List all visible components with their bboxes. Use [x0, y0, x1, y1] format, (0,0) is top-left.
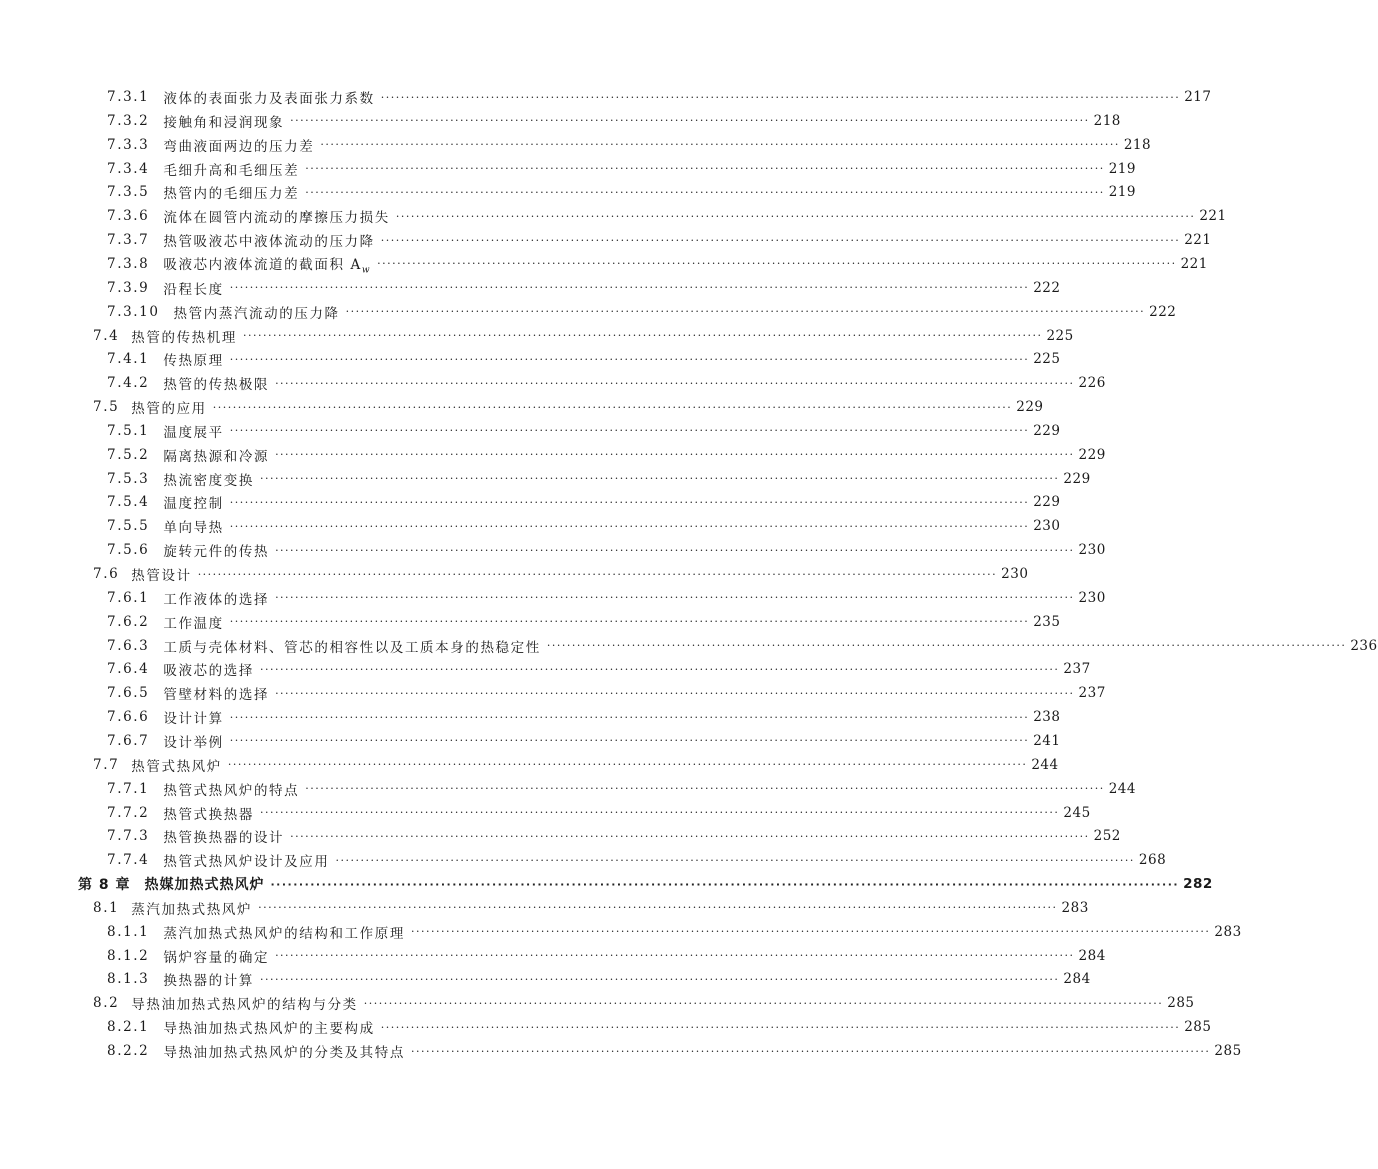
- toc-entry: [107, 706, 1061, 728]
- toc-entry-title: 热媒加热式热风炉: [144, 877, 265, 894]
- toc-entry-number: 7.5.5: [107, 518, 150, 535]
- toc-leader-dots: ································································································································································: [242, 329, 1043, 342]
- toc-entry: [107, 420, 1061, 442]
- toc-entry-page-number: 230: [1033, 518, 1061, 535]
- toc-entry-number: 8.2: [93, 995, 120, 1012]
- toc-entry-title: 吸液芯的选择: [163, 663, 254, 680]
- toc-entry-page-number: 225: [1046, 327, 1074, 344]
- toc-leader-dots: ································································································································································: [270, 877, 1180, 891]
- toc-entry: [107, 945, 1106, 967]
- toc-entry-page-number: 218: [1123, 136, 1152, 153]
- toc-entry: [93, 897, 1089, 919]
- toc-entry: [107, 968, 1091, 990]
- toc-entry-title: 液体的表面张力及表面张力系数: [163, 91, 375, 107]
- toc-entry-number: 8.1.2: [107, 947, 150, 964]
- toc-entry-title: 传热原理: [163, 353, 224, 370]
- toc-entry-number: 7.6.3: [107, 637, 150, 654]
- toc-chapter: [78, 873, 1213, 895]
- toc-entry-number: 7.3.9: [107, 279, 150, 296]
- toc-entry-number: 7.6.7: [107, 732, 150, 749]
- toc-entry-page-number: 268: [1138, 852, 1167, 869]
- toc-entry-number: 7.7: [93, 756, 120, 773]
- toc-entry-number: 7.3.5: [107, 184, 150, 201]
- toc-leader-dots: ································································································································································: [320, 138, 1120, 152]
- toc-entry-page-number: 221: [1199, 208, 1227, 225]
- toc-entry-page-number: 219: [1108, 184, 1136, 201]
- toc-entry-number: 7.5.4: [107, 494, 150, 511]
- toc-entry: [107, 1040, 1242, 1062]
- toc-entry: [107, 921, 1242, 943]
- toc-entry-title: 换热器的计算: [163, 973, 254, 990]
- toc-entry-title: 弯曲液面两边的压力差: [163, 138, 315, 155]
- toc-leader-dots: ································································································································································: [229, 495, 1030, 509]
- toc-entry-title: 工作温度: [163, 615, 224, 632]
- toc-leader-dots: ································································································································································: [259, 662, 1060, 676]
- toc-leader-dots: ································································································································································: [305, 185, 1105, 199]
- toc-entry-page-number: 217: [1184, 89, 1212, 105]
- toc-entry: [107, 301, 1177, 323]
- toc-leader-dots: ································································································································································: [229, 615, 1030, 629]
- toc-leader-dots: ································································································································································: [335, 853, 1135, 867]
- toc-entry-title: 蒸汽加热式热风炉: [131, 901, 253, 918]
- toc-leader-dots: ································································································································································: [345, 305, 1146, 319]
- toc-entry-page-number: 222: [1033, 279, 1061, 296]
- toc-leader-dots: ································································································································································: [305, 782, 1105, 796]
- toc-entry-number: 7.6.5: [107, 685, 150, 702]
- toc-entry-title: 热管式换热器: [163, 806, 254, 823]
- toc-leader-dots: ································································································································································: [275, 686, 1075, 700]
- toc-entry-number: 7.4.1: [107, 351, 150, 368]
- toc-entry-number: 7.5.1: [107, 422, 150, 439]
- toc-entry-number: 8.2.2: [107, 1043, 150, 1059]
- toc-entry-number: 7.7.3: [107, 828, 150, 845]
- toc-entry: [93, 754, 1059, 776]
- toc-entry-page-number: 284: [1063, 971, 1091, 988]
- toc-leader-dots: ································································································································································: [275, 376, 1075, 390]
- toc-entry: [107, 491, 1061, 513]
- toc-entry-title: 导热油加热式热风炉的结构与分类: [131, 997, 358, 1014]
- toc-entry-page-number: 237: [1078, 685, 1106, 702]
- toc-entry-title: 流体在圆管内流动的摩擦压力损失: [163, 210, 390, 227]
- toc-leader-dots: ································································································································································: [275, 543, 1075, 557]
- toc-entry-title: 热管的传热机理: [131, 329, 237, 346]
- toc-entry: [107, 372, 1106, 394]
- toc-entry: [107, 1016, 1212, 1038]
- toc-entry: [107, 611, 1061, 633]
- toc-entry-title: 管壁材料的选择: [163, 687, 270, 704]
- toc-leader-dots: ································································································································································: [380, 1020, 1181, 1034]
- toc-entry-title: 热流密度变换: [163, 472, 254, 489]
- toc-entry-number: 8.2.1: [107, 1019, 150, 1036]
- toc-entry-page-number: 285: [1214, 1043, 1242, 1059]
- toc-entry-page-number: 229: [1063, 470, 1091, 487]
- toc-leader-dots: ································································································································································: [395, 209, 1196, 223]
- toc-entry-title: 锅炉容量的确定: [163, 949, 270, 966]
- toc-entry-number: 7.5.3: [107, 470, 150, 487]
- toc-entry-page-number: 229: [1016, 399, 1044, 416]
- toc-leader-dots: ································································································································································: [229, 281, 1030, 295]
- toc-entry-page-number: 244: [1031, 756, 1059, 773]
- toc-entry-page-number: 222: [1149, 303, 1177, 320]
- toc-entry-title: 热管的传热极限: [163, 377, 270, 394]
- toc-entry-page-number: 230: [1078, 542, 1106, 559]
- toc-entry-page-number: 225: [1033, 351, 1061, 368]
- toc-leader-dots: ································································································································································: [275, 949, 1075, 963]
- toc-entry: [107, 110, 1121, 132]
- toc-entry-page-number: 252: [1093, 828, 1121, 845]
- toc-entry: [107, 802, 1091, 824]
- toc-entry: [107, 158, 1136, 180]
- toc-entry-title: 热管式热风炉设计及应用: [163, 854, 330, 871]
- toc-entry-title: 设计举例: [163, 734, 224, 751]
- toc-leader-dots: ································································································································································: [229, 519, 1030, 533]
- toc-entry-number: 7.4.2: [107, 375, 150, 392]
- toc-entry-page-number: 230: [1078, 589, 1106, 606]
- toc-entry-number: 7.3.2: [107, 112, 150, 129]
- toc-entry-number: 7.5: [93, 399, 120, 416]
- toc-entry-number: 7.5.6: [107, 542, 150, 559]
- toc-entry-title: 接触角和浸润现象: [163, 114, 285, 131]
- toc-entry-title: 热管式热风炉的特点: [163, 782, 300, 799]
- toc-entry-page-number: 244: [1108, 780, 1136, 797]
- toc-leader-dots: ································································································································································: [275, 591, 1075, 605]
- toc-entry-number: 7.7.4: [107, 852, 150, 869]
- toc-entry-page-number: 226: [1078, 375, 1106, 392]
- toc-entry-number: 7.3.10: [107, 303, 160, 320]
- toc-entry-title: 隔离热源和冷源: [163, 448, 270, 465]
- toc-entry-title: 温度展平: [163, 424, 224, 441]
- toc-leader-dots: ································································································································································: [227, 758, 1028, 772]
- toc-entry-page-number: 283: [1214, 923, 1242, 940]
- toc-leader-dots: ································································································································································: [380, 90, 1181, 104]
- toc-entry-page-number: 218: [1093, 112, 1121, 129]
- toc-entry-title: 工作液体的选择: [163, 591, 270, 608]
- toc-entry-title: 热管设计: [131, 568, 192, 584]
- toc-entry-page-number: 283: [1061, 899, 1089, 916]
- toc-entry-number: 7.6.4: [107, 661, 150, 678]
- toc-entry-number: 7.3.1: [107, 89, 150, 105]
- toc-entry-page-number: 221: [1180, 255, 1208, 272]
- toc-entry: [107, 134, 1152, 156]
- toc-leader-dots: ································································································································································: [197, 567, 998, 581]
- toc-leader-dots: ································································································································································: [229, 352, 1030, 366]
- toc-entry-title: 热管内的毛细压力差: [163, 186, 300, 203]
- toc-entry-page-number: 245: [1063, 804, 1091, 821]
- toc-entry: [107, 849, 1167, 871]
- toc-leader-dots: ································································································································································: [305, 162, 1105, 176]
- toc-entry-page-number: 282: [1183, 876, 1213, 893]
- toc-entry: [107, 682, 1106, 704]
- toc-entry-page-number: 229: [1033, 494, 1061, 511]
- toc-entry-page-number: 236: [1350, 637, 1378, 654]
- toc-entry: [107, 825, 1121, 847]
- toc-entry-title: 导热油加热式热风炉的分类及其特点: [163, 1045, 405, 1061]
- toc-entry-title: 沿程长度: [163, 281, 224, 298]
- toc-entry-number: 7.6: [93, 566, 120, 582]
- toc-entry-page-number: 285: [1184, 1019, 1212, 1036]
- toc-entry-page-number: 229: [1033, 422, 1061, 439]
- toc-entry-number: 7.6.2: [107, 613, 150, 630]
- toc-entry-number: 8.1: [93, 899, 120, 916]
- toc-entry-title: 热管换热器的设计: [163, 830, 285, 847]
- toc-entry: [107, 205, 1227, 227]
- toc-entry: [93, 325, 1074, 347]
- toc-leader-dots: ································································································································································: [275, 448, 1075, 462]
- toc-entry: [107, 277, 1061, 299]
- toc-entry: [107, 86, 1212, 108]
- toc-entry: [107, 658, 1091, 680]
- toc-entry: [107, 730, 1061, 752]
- toc-entry-title: 设计计算: [163, 711, 224, 728]
- toc-leader-dots: ································································································································································: [380, 233, 1181, 247]
- toc-entry-title: 蒸汽加热式热风炉的结构和工作原理: [163, 925, 405, 942]
- toc-entry-number: 7.3.8: [107, 255, 150, 272]
- toc-leader-dots: ································································································································································: [259, 972, 1060, 986]
- toc-entry-number: 7.4: [93, 327, 120, 344]
- toc-entry-title: 导热油加热式热风炉的主要构成: [163, 1021, 375, 1038]
- toc-entry-number: 7.3.7: [107, 232, 150, 249]
- toc-entry-title: 旋转元件的传热: [163, 544, 270, 561]
- toc-entry: [107, 778, 1136, 800]
- toc-entry-page-number: 221: [1184, 232, 1212, 249]
- toc-entry-number: 第 8 章: [78, 877, 131, 894]
- toc-entry-page-number: 241: [1033, 732, 1061, 749]
- toc-entry: [107, 515, 1061, 537]
- toc-leader-dots: ································································································································································: [259, 806, 1060, 819]
- toc-leader-dots: ································································································································································: [229, 710, 1030, 724]
- toc-entry-number: 7.7.1: [107, 780, 150, 797]
- toc-entry-title: 吸液芯内液体流道的截面积 $A_w$: [163, 256, 372, 276]
- toc-entry-number: 7.7.2: [107, 804, 150, 821]
- toc-entry-page-number: 284: [1078, 947, 1106, 964]
- toc-entry-title: 热管式热风炉: [131, 758, 222, 775]
- toc-leader-dots: ································································································································································: [410, 1044, 1211, 1058]
- toc-entry-page-number: 219: [1108, 160, 1136, 177]
- toc-entry-title: 热管的应用: [131, 401, 207, 418]
- toc-leader-dots: ································································································································································: [259, 472, 1060, 486]
- toc-entry-title: 毛细升高和毛细压差: [163, 162, 300, 179]
- toc-leader-dots: ································································································································································: [546, 639, 1347, 653]
- toc-entry-title: 热管吸液芯中液体流动的压力降: [163, 234, 375, 251]
- toc-leader-dots: ································································································································································: [290, 114, 1090, 128]
- toc-entry-number: 7.3.3: [107, 136, 150, 153]
- toc-entry-title: 工质与壳体材料、管芯的相容性以及工质本身的热稳定性: [163, 639, 541, 656]
- toc-entry: [93, 396, 1044, 418]
- toc-entry-page-number: 230: [1001, 566, 1029, 582]
- toc-entry: [107, 635, 1378, 657]
- toc-entry-number: 7.3.4: [107, 160, 150, 177]
- toc-entry: [93, 563, 1029, 585]
- toc-entry-page-number: 229: [1078, 446, 1106, 463]
- toc-leader-dots: ································································································································································: [229, 424, 1030, 438]
- toc-entry: [107, 181, 1136, 203]
- toc-entry-subscript: w: [361, 265, 372, 276]
- toc-leader-dots: ································································································································································: [212, 400, 1013, 414]
- toc-leader-dots: ································································································································································: [410, 925, 1211, 939]
- toc-entry-title: 单向导热: [163, 520, 224, 537]
- toc-entry-page-number: 235: [1033, 613, 1061, 630]
- toc-entry: [107, 444, 1106, 466]
- toc-entry-number: 8.1.1: [107, 923, 150, 940]
- toc-leader-dots: ································································································································································: [290, 829, 1090, 843]
- toc-entry: [107, 587, 1106, 609]
- toc-leader-dots: ································································································································································: [229, 734, 1030, 748]
- toc-entry: [107, 539, 1106, 561]
- toc-entry: [107, 229, 1212, 251]
- toc-leader-dots: ································································································································································: [258, 901, 1058, 915]
- toc-entry-title: 热管内蒸汽流动的压力降: [173, 305, 340, 322]
- toc-entry-number: 7.6.1: [107, 589, 150, 606]
- toc-entry: [107, 348, 1061, 370]
- toc-entry-number: 7.3.6: [107, 208, 150, 225]
- toc-entry: [107, 253, 1208, 276]
- toc-entry-page-number: 238: [1033, 709, 1061, 726]
- toc-entry: [93, 992, 1195, 1014]
- toc-entry: [107, 468, 1091, 490]
- toc-entry-title: 温度控制: [163, 496, 224, 513]
- toc-entry-page-number: 237: [1063, 661, 1091, 678]
- toc-leader-dots: ································································································································································: [363, 996, 1164, 1010]
- toc-entry-number: 8.1.3: [107, 971, 150, 988]
- toc-entry-number: 7.5.2: [107, 446, 150, 463]
- toc-entry-number: 7.6.6: [107, 709, 150, 726]
- toc-leader-dots: ································································································································································: [377, 257, 1177, 271]
- toc-entry-page-number: 285: [1167, 995, 1195, 1012]
